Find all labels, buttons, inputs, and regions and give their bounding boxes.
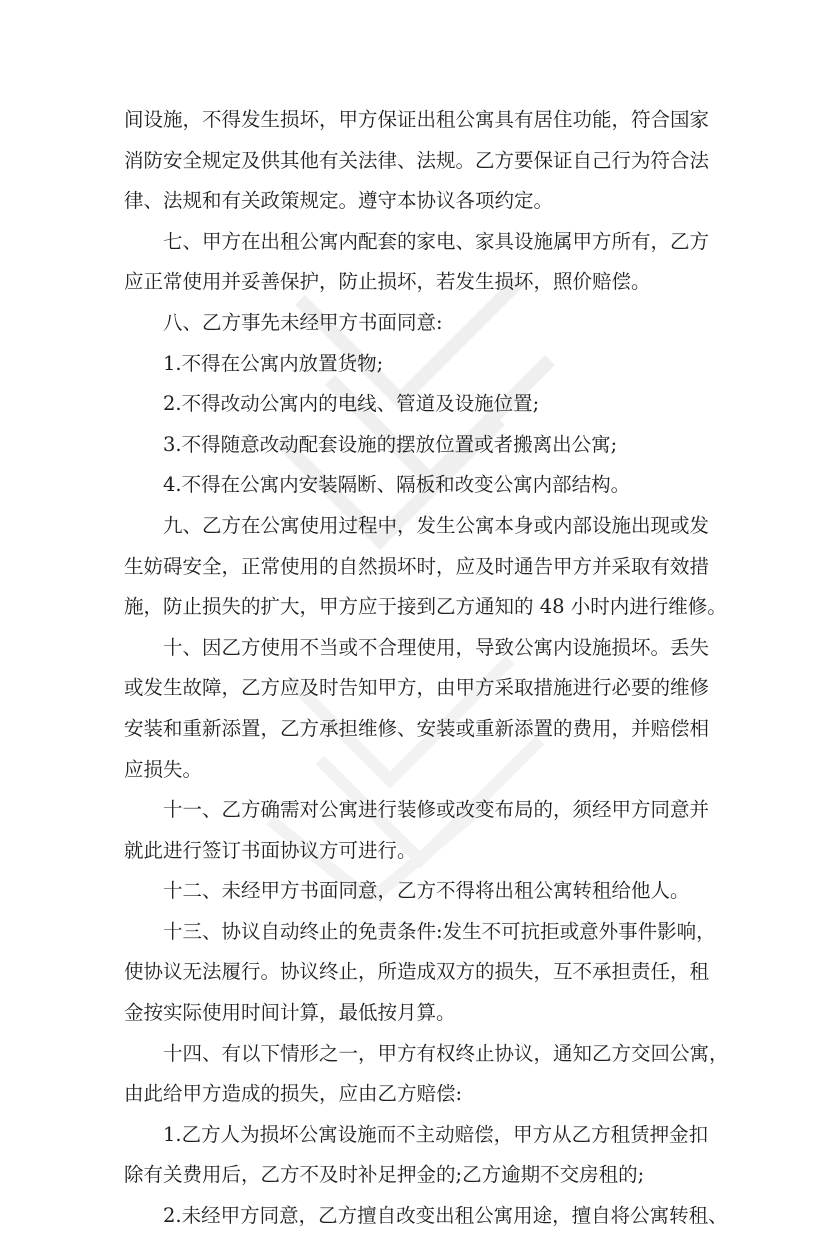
text-line: 2.不得改动公寓内的电线、管道及设施位置; [163, 392, 540, 416]
text-line: 使协议无法履行。协议终止，所造成双方的损失，互不承担责任，租 [124, 960, 710, 984]
text-line: 十一、乙方确需对公寓进行装修或改变布局的，须经甲方同意并 [163, 798, 710, 822]
text-line: 1.不得在公寓内放置货物; [163, 351, 384, 375]
text-line: 由此给甲方造成的损失，应由乙方赔偿: [124, 1082, 463, 1106]
text-line: 间设施，不得发生损坏，甲方保证出租公寓具有居住功能，符合国家 [124, 108, 710, 131]
text-line: 4.不得在公寓内安装隔断、隔板和改变公寓内部结构。 [163, 473, 631, 497]
text-line: 3.不得随意改动配套设施的摆放位置或者搬离出公寓; [163, 432, 618, 456]
text-line: 2.未经甲方同意，乙方擅自改变出租公寓用途，擅自将公寓转租、 [163, 1204, 728, 1228]
text-line: 消防安全规定及供其他有关法律、法规。乙方要保证自己行为符合法 [124, 148, 710, 172]
document-body [124, 100, 729, 1237]
text-line: 九、乙方在公寓使用过程中，发生公寓本身或内部设施出现或发 [163, 513, 710, 537]
text-line: 除有关费用后，乙方不及时补足押金的;乙方逾期不交房租的; [124, 1163, 645, 1187]
text-line: 生妨碍安全，正常使用的自然损坏时，应及时通告甲方并采取有效措 [124, 554, 710, 578]
text-line: 十三、协议自动终止的免责条件:发生不可抗拒或意外事件影响， [163, 919, 716, 943]
text-line: 安装和重新添置，乙方承担维修、安装或重新添置的费用，并赔偿相 [124, 716, 710, 740]
text-line: 律、法规和有关政策规定。遵守本协议各项约定。 [124, 189, 554, 213]
text-line: 施，防止损失的扩大，甲方应于接到乙方通知的 48 小时内进行维修。 [124, 595, 727, 619]
text-line: 十二、未经甲方书面同意，乙方不得将出租公寓转租给他人。 [163, 879, 690, 903]
text-line: 或发生故障，乙方应及时告知甲方，由甲方采取措施进行必要的维修 [124, 676, 710, 700]
text-line: 1.乙方人为损坏公寓设施而不主动赔偿，甲方从乙方租赁押金扣 [163, 1122, 709, 1146]
text-line: 就此进行签订书面协议方可进行。 [124, 838, 417, 862]
text-line: 七、甲方在出租公寓内配套的家电、家具设施属甲方所有，乙方 [163, 229, 710, 253]
text-line: 八、乙方事先未经甲方书面同意: [163, 310, 443, 334]
text-line: 十、因乙方使用不当或不合理使用，导致公寓内设施损坏。丢失 [163, 635, 710, 659]
text-line: 十四、有以下情形之一，甲方有权终止协议，通知乙方交回公寓， [163, 1041, 729, 1065]
text-line: 应正常使用并妥善保护，防止损坏，若发生损坏，照价赔偿。 [124, 270, 651, 294]
text-line: 应损失。 [124, 757, 203, 781]
text-line: 金按实际使用时间计算，最低按月算。 [124, 1001, 456, 1025]
